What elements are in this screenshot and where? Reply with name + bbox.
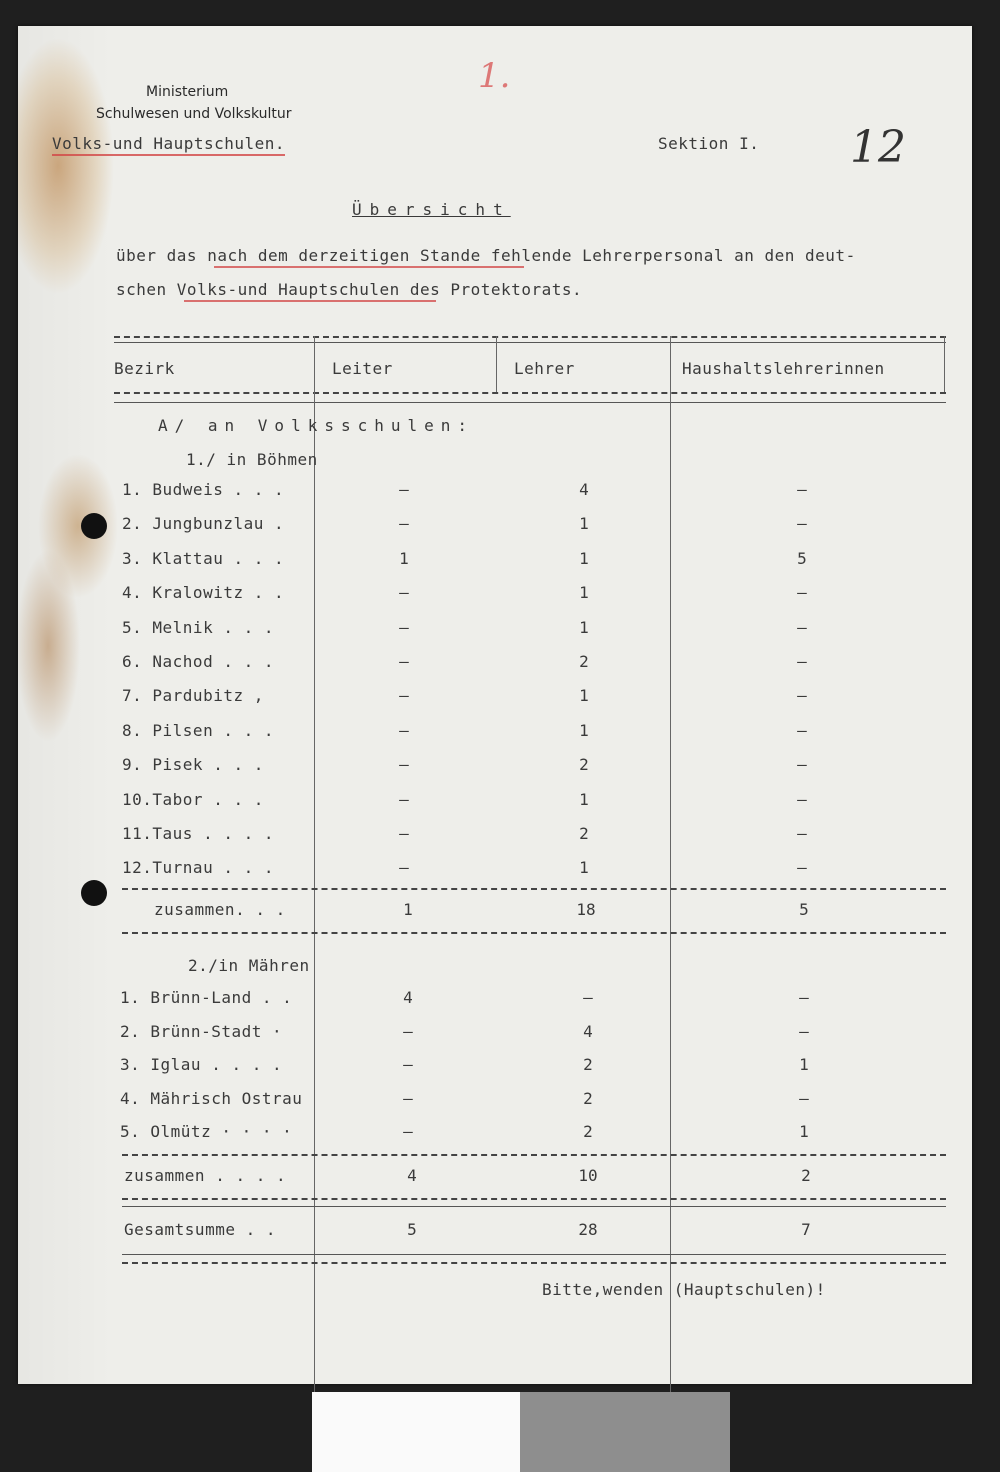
row-lehrer: 2 — [579, 755, 589, 775]
table-top-rule-2 — [114, 342, 946, 343]
row-name: 5. Melnik . . . — [122, 617, 274, 637]
handwritten-red-mark: 1. — [478, 56, 511, 96]
row-haushalt: 5 — [797, 548, 807, 568]
row-name: 1. Brünn-Land . . — [120, 988, 293, 1007]
row-haushalt: – — [797, 617, 807, 637]
column-header-lehrer: Lehrer — [514, 359, 575, 378]
handwritten-page-number: 12 — [850, 122, 906, 173]
grand-total-rule-top — [122, 1198, 946, 1200]
row-lehrer: 4 — [579, 480, 589, 499]
row-name: 12.Turnau . . . — [122, 858, 274, 878]
column-header-bezirk: Bezirk — [114, 359, 175, 378]
grand-total-label: Gesamtsumme . . — [124, 1220, 276, 1239]
calibration-white-patch — [312, 1392, 520, 1472]
row-leiter: – — [399, 755, 409, 775]
intro-line-2: schen Volks-und Hauptschulen des Protektorats. — [116, 280, 583, 299]
row-haushalt: – — [797, 755, 807, 775]
grand-total-leiter: 5 — [407, 1220, 417, 1239]
row-haushalt: – — [797, 686, 807, 706]
calibration-gray-patch — [520, 1392, 730, 1472]
grand-total-haus: 7 — [801, 1220, 811, 1239]
group-1-total-rule-top — [122, 888, 946, 890]
red-underline-1 — [214, 266, 524, 268]
row-haushalt: – — [799, 1021, 809, 1041]
red-underline-2 — [184, 300, 436, 302]
row-name: 3. Iglau . . . . — [120, 1055, 283, 1075]
grand-total-rule-top-2 — [122, 1206, 946, 1207]
group-1-heading: 1./ in Böhmen — [186, 450, 318, 469]
row-leiter: – — [399, 686, 409, 706]
row-haushalt: – — [797, 583, 807, 603]
row-name: 6. Nachod . . . — [122, 652, 274, 671]
row-leiter: – — [403, 1021, 413, 1041]
table-header-rule-2 — [114, 402, 946, 403]
row-name: 7. Pardubitz , — [122, 686, 264, 706]
grand-total-lehrer: 28 — [578, 1220, 598, 1239]
column-divider-3 — [670, 336, 671, 1396]
punch-hole-top — [81, 513, 107, 539]
org-line-1: Ministerium — [146, 84, 229, 100]
group-1-total-leiter: 1 — [403, 900, 413, 919]
row-lehrer: 2 — [583, 1122, 593, 1142]
column-header-leiter: Leiter — [332, 359, 393, 378]
row-lehrer: 1 — [579, 514, 589, 534]
punch-hole-bottom — [81, 880, 107, 906]
grand-total-rule-bottom — [122, 1254, 946, 1255]
row-name: 5. Olmütz · · · · — [120, 1122, 293, 1142]
footer-note: Bitte,wenden (Hauptschulen)! — [542, 1280, 826, 1299]
grand-total-rule-bottom-2 — [122, 1262, 946, 1264]
org-line-3 — [52, 134, 285, 153]
scan-calibration-strip — [312, 1392, 730, 1472]
row-name: 8. Pilsen . . . — [122, 720, 274, 740]
row-lehrer: 2 — [579, 652, 589, 671]
row-leiter: – — [399, 480, 409, 499]
column-header-haushalt: Haushaltslehrerinnen — [682, 359, 885, 378]
row-leiter: – — [403, 1122, 413, 1142]
row-name: 2. Jungbunzlau . — [122, 514, 285, 534]
row-haushalt: 1 — [799, 1055, 809, 1075]
row-leiter: – — [399, 652, 409, 671]
row-lehrer: 1 — [579, 686, 589, 706]
row-haushalt: – — [797, 514, 807, 534]
group-1-total-lehrer: 18 — [576, 900, 596, 919]
row-haushalt: – — [797, 824, 807, 843]
row-lehrer: 1 — [579, 858, 589, 878]
group-2-total-rule-top — [122, 1154, 946, 1156]
row-haushalt: – — [797, 858, 807, 878]
group-2-total-haus: 2 — [801, 1166, 811, 1185]
row-leiter: – — [399, 514, 409, 534]
row-leiter: – — [399, 789, 409, 809]
row-lehrer: 2 — [579, 824, 589, 843]
table-header-rule — [114, 392, 946, 394]
row-haushalt: – — [797, 480, 807, 499]
row-name: 4. Mährisch Ostrau — [120, 1088, 303, 1108]
page-title: Übersicht — [352, 200, 511, 219]
intro-line-1: über das nach dem derzeitigen Stande fehlende Lehrerpersonal an den deut- — [116, 246, 856, 265]
table-top-rule — [114, 336, 946, 338]
row-haushalt: 1 — [799, 1122, 809, 1142]
column-divider-4-head — [944, 336, 945, 392]
row-leiter: – — [403, 1055, 413, 1075]
org-line-2: Schulwesen und Volkskultur — [96, 106, 292, 122]
row-haushalt: – — [799, 988, 809, 1007]
group-1-total-haus: 5 — [799, 900, 809, 919]
group-1-total-label: zusammen. . . — [154, 900, 286, 919]
row-leiter: 1 — [399, 548, 409, 568]
org-line-3-text: Volks-und Hauptschulen. — [52, 134, 285, 156]
row-name: 3. Klattau . . . — [122, 548, 285, 568]
row-lehrer: 2 — [583, 1055, 593, 1075]
row-name: 10.Tabor . . . — [122, 789, 264, 809]
row-lehrer: 1 — [579, 789, 589, 809]
row-haushalt: – — [799, 1088, 809, 1108]
row-name: 2. Brünn-Stadt · — [120, 1021, 283, 1041]
row-name: 4. Kralowitz . . — [122, 583, 285, 603]
row-name: 9. Pisek . . . — [122, 755, 264, 775]
row-haushalt: – — [797, 652, 807, 671]
group-1-total-rule-bottom — [122, 932, 946, 934]
group-2-total-label: zusammen . . . . — [124, 1166, 287, 1185]
row-leiter: – — [399, 583, 409, 603]
row-lehrer: 1 — [579, 720, 589, 740]
group-2-total-leiter: 4 — [407, 1166, 417, 1185]
row-lehrer: 4 — [583, 1021, 593, 1041]
row-lehrer: 1 — [579, 583, 589, 603]
row-leiter: – — [403, 1088, 413, 1108]
row-leiter: – — [399, 617, 409, 637]
row-leiter: – — [399, 824, 409, 843]
row-leiter: – — [399, 858, 409, 878]
section-a-heading: A/ an Volksschulen: — [158, 416, 475, 435]
row-name: 1. Budweis . . . — [122, 480, 285, 499]
row-name: 11.Taus . . . . — [122, 824, 274, 843]
row-lehrer: – — [583, 988, 593, 1007]
group-2-heading: 2./in Mähren — [188, 956, 310, 975]
column-divider-1 — [314, 336, 315, 1396]
document-page — [18, 26, 972, 1384]
row-haushalt: – — [797, 720, 807, 740]
row-lehrer: 1 — [579, 617, 589, 637]
group-2-total-lehrer: 10 — [578, 1166, 598, 1185]
row-lehrer: 1 — [579, 548, 589, 568]
row-lehrer: 2 — [583, 1088, 593, 1108]
row-leiter: – — [399, 720, 409, 740]
column-divider-2-head — [496, 336, 497, 392]
row-leiter: 4 — [403, 988, 413, 1007]
section-label: Sektion I. — [658, 134, 760, 153]
row-haushalt: – — [797, 789, 807, 809]
